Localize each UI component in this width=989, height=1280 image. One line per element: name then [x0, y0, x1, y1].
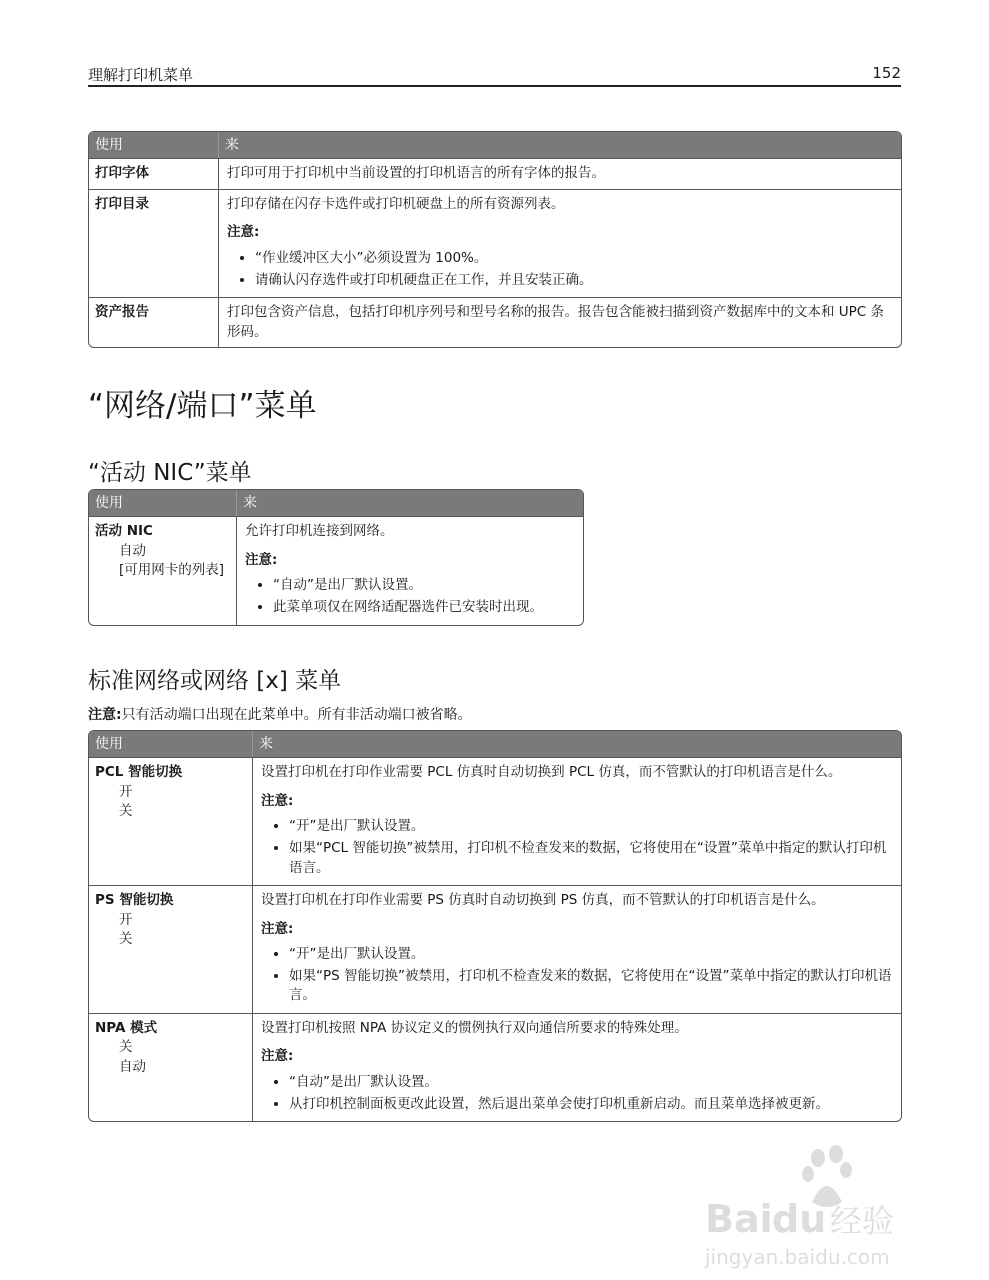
note-bullet: • 从打印机控制面板更改此设置，然后退出菜单会使打印机重新启动。而且菜单选择被更新。	[289, 1095, 895, 1115]
table-row	[89, 516, 583, 624]
note-list	[245, 576, 577, 617]
table-row	[89, 297, 901, 347]
column-header-purpose: 来	[252, 731, 901, 757]
print-reports-table	[88, 131, 902, 348]
item-name: 资产报告	[95, 304, 149, 321]
note-bullet: • 如果“PCL 智能切换”被禁用，打印机不检查发来的数据，它将使用在“设置”菜单中指定的默认打印机语言。	[289, 839, 895, 878]
table-row	[89, 757, 901, 885]
item-name: NPA 模式	[95, 1019, 158, 1036]
table-row	[89, 189, 901, 297]
watermark-logo-text-jingyan: 经验	[830, 1202, 895, 1240]
table-row	[89, 885, 901, 1013]
note-label: 注意:	[261, 920, 294, 937]
item-option: [可用网卡的列表]	[119, 562, 225, 579]
column-header-purpose: 来	[236, 490, 583, 516]
item-option: 自动	[119, 1059, 146, 1076]
column-header-purpose: 来	[218, 132, 901, 158]
item-description: 打印可用于打印机中当前设置的打印机语言的所有字体的报告。	[227, 165, 605, 182]
item-name: PCL 智能切换	[95, 764, 183, 781]
item-description: 设置打印机按照 NPA 协议定义的惯例执行双向通信所要求的特殊处理。	[261, 1019, 688, 1036]
standard-network-heading: 标准网络或网络 [x] 菜单	[88, 668, 342, 694]
note-label: 注意:	[261, 1048, 294, 1065]
header-rule	[88, 85, 901, 87]
note-bullet: • “开”是出厂默认设置。	[289, 945, 895, 965]
standard-network-table	[88, 730, 902, 1122]
item-name: 打印字体	[95, 165, 149, 182]
active-nic-table	[88, 489, 584, 626]
item-description: 设置打印机在打印作业需要 PCL 仿真时自动切换到 PCL 仿真，而不管默认的打印机语言是什么。	[261, 764, 842, 781]
column-header-use: 使用	[89, 132, 218, 158]
note-label: 注意:	[227, 224, 260, 241]
note-list	[261, 817, 895, 878]
watermark-logo-text-du: du	[772, 1197, 827, 1241]
table-header-row	[89, 490, 583, 516]
note-bullet: • “作业缓冲区大小”必须设置为 100%。	[255, 249, 895, 269]
item-description: 设置打印机在打印作业需要 PS 仿真时自动切换到 PS 仿真，而不管默认的打印机语言是什么。	[261, 892, 825, 909]
table-header-row	[89, 731, 901, 757]
column-header-use: 使用	[89, 490, 236, 516]
active-nic-heading: “活动 NIC”菜单	[88, 460, 252, 486]
note-bullet: • “开”是出厂默认设置。	[289, 817, 895, 837]
item-option: 开	[119, 783, 133, 800]
table-row	[89, 158, 901, 189]
note-label: 注意:	[261, 792, 294, 809]
item-description: 打印包含资产信息，包括打印机序列号和型号名称的报告。报告包含能被扫描到资产数据库中的文本和 UPC 条形码。	[227, 304, 885, 340]
item-name: 活动 NIC	[95, 523, 153, 540]
item-name: PS 智能切换	[95, 892, 174, 909]
item-option: 自动	[119, 542, 146, 559]
watermark-logo-text: Bai	[705, 1197, 773, 1241]
section-title: “网络/端口”菜单	[88, 388, 317, 424]
item-option: 关	[119, 803, 133, 820]
note-bullet: • 此菜单项仅在网络适配器选件已安装时出现。	[273, 598, 577, 618]
note-list	[261, 945, 895, 1006]
note-bullet: • 请确认闪存选件或打印机硬盘正在工作，并且安装正确。	[255, 271, 895, 291]
note-bullet: • “自动”是出厂默认设置。	[273, 576, 577, 596]
baidu-jingyan-watermark	[700, 1140, 930, 1270]
item-option: 关	[119, 1039, 133, 1056]
item-description: 打印存储在闪存卡选件或打印机硬盘上的所有资源列表。	[227, 195, 565, 212]
note-list	[227, 249, 895, 290]
page-number: 152	[872, 64, 901, 82]
table-header-row	[89, 132, 901, 158]
running-header-title: 理解打印机菜单	[88, 66, 194, 84]
note-text: 只有活动端口出现在此菜单中。所有非活动端口被省略。	[121, 707, 472, 723]
note-bullet: • “自动”是出厂默认设置。	[289, 1073, 895, 1093]
item-name: 打印目录	[95, 195, 149, 212]
item-option: 开	[119, 911, 133, 928]
note-label: 注意:	[245, 551, 278, 568]
note-list	[261, 1073, 895, 1114]
standard-network-note	[88, 704, 472, 724]
item-option: 关	[119, 931, 133, 948]
note-label: 注意:	[88, 707, 122, 723]
watermark-url: jingyan.baidu.com	[705, 1245, 890, 1269]
note-bullet: • 如果“PS 智能切换”被禁用，打印机不检查发来的数据，它将使用在“设置”菜单中指定的默认打印机语言。	[289, 967, 895, 1006]
column-header-use: 使用	[89, 731, 252, 757]
item-description: 允许打印机连接到网络。	[245, 523, 394, 540]
table-row	[89, 1013, 901, 1121]
